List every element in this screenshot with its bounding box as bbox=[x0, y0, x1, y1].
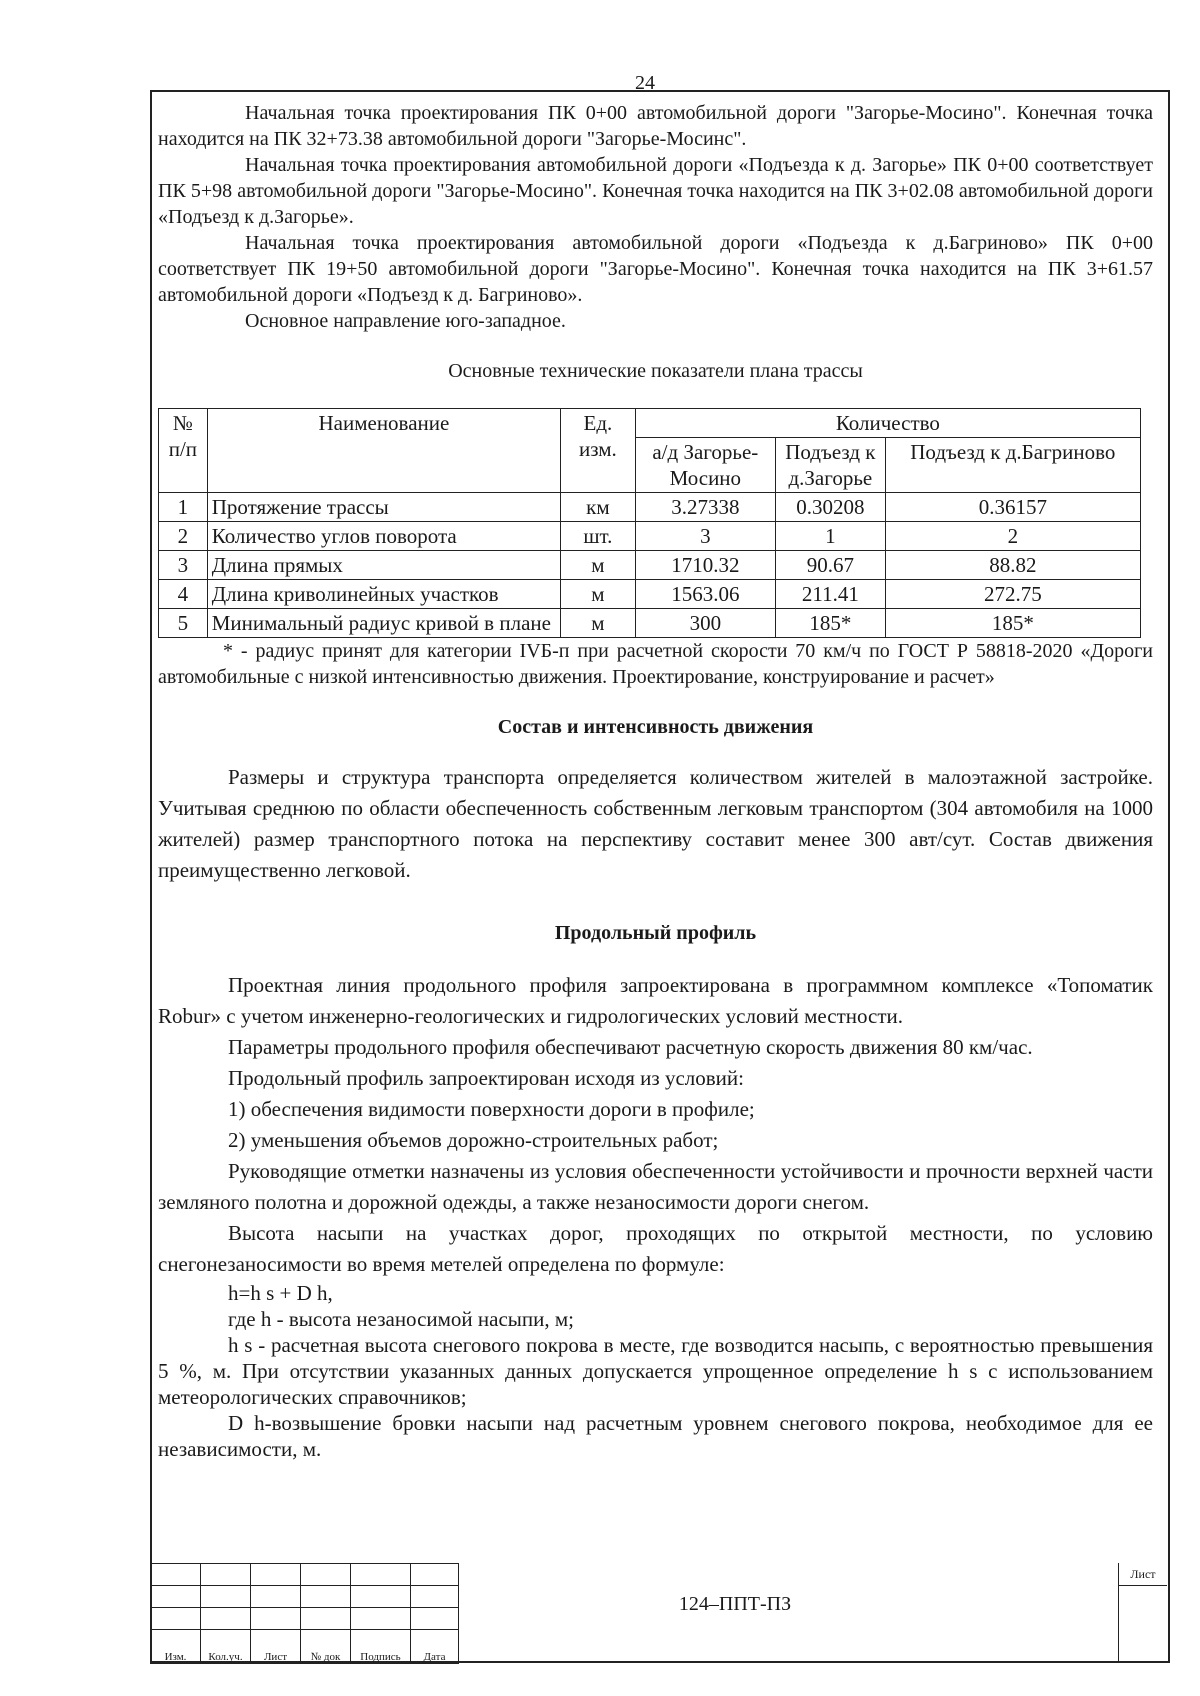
paragraph-start-point-bagrinovo: Начальная точка проектирования автомобильной дороги «Подъезда к д.Багриново» ПК 0+00 соответствует ПК 19+50 автомобильной дороги "Загорье-Мосино". Конечная точка находится на ПК 3+61.57 автомобильной дороги «Подъезд к д. Багриново». bbox=[158, 232, 1153, 306]
header-bagrinovo-access: Подъезд к д.Багриново bbox=[885, 438, 1140, 493]
paragraph-start-point-main: Начальная точка проектирования ПК 0+00 автомобильной дороги "Загорье-Мосино". Конечная точка находится на ПК 32+73.38 автомобильной дороги "Загорье-Мосинс". bbox=[158, 102, 1153, 150]
stamp-col-sign: Подпись bbox=[351, 1630, 411, 1664]
header-zagorye-access: Подъезд к д.Загорье bbox=[775, 438, 885, 493]
paragraph-profile-dh: D h-возвышение бровки насыпи над расчетным уровнем снегового покрова, необходимое для ее независимости, м. bbox=[158, 1411, 1153, 1461]
row-name: Количество углов поворота bbox=[207, 522, 560, 551]
paragraph-profile-7: Высота насыпи на участках дорог, проходящих по открытой местности, по условию снегонезаносимости во время метелей определена по формуле: bbox=[158, 1221, 1153, 1276]
row-number: 4 bbox=[159, 580, 208, 609]
row-value-1: 3.27338 bbox=[635, 493, 775, 522]
row-value-3: 88.82 bbox=[885, 551, 1140, 580]
section-title-traffic: Состав и интенсивность движения bbox=[497, 716, 814, 738]
title-block bbox=[150, 1563, 1170, 1663]
stamp-col-izm: Изм. bbox=[151, 1630, 201, 1664]
row-number: 3 bbox=[159, 551, 208, 580]
row-value-2: 185* bbox=[775, 609, 885, 638]
row-value-2: 211.41 bbox=[775, 580, 885, 609]
paragraph-profile-h: где h - высота незаносимой насыпи, м; bbox=[228, 1307, 575, 1331]
row-number: 1 bbox=[159, 493, 208, 522]
formula: h=h s + D h, bbox=[228, 1281, 333, 1305]
row-number: 2 bbox=[159, 522, 208, 551]
header-zagorye-mosino: а/д Загорье-Мосино bbox=[635, 438, 775, 493]
section-title-profile: Продольный профиль bbox=[554, 922, 757, 944]
stamp-col-doc: № док bbox=[301, 1630, 351, 1664]
row-unit: шт. bbox=[561, 522, 636, 551]
row-value-1: 1710.32 bbox=[635, 551, 775, 580]
profile-section-body bbox=[158, 970, 1153, 1462]
sheet-label: Лист bbox=[1118, 1563, 1167, 1586]
paragraph-profile-2: Параметры продольного профиля обеспечивают расчетную скорость движения 80 км/час. bbox=[228, 1035, 1033, 1059]
row-value-3: 0.36157 bbox=[885, 493, 1140, 522]
row-value-3: 2 bbox=[885, 522, 1140, 551]
revision-table bbox=[150, 1563, 459, 1664]
header-unit: Ед. изм. bbox=[561, 409, 636, 493]
row-name: Длина криволинейных участков bbox=[207, 580, 560, 609]
paragraph-profile-hs: h s - расчетная высота снегового покрова в месте, где возводится насыпь, с вероятностью превышения 5 %, м. При отсутствии указанных данных допускается упрощенное определение h s с использованием метеорологических справочников; bbox=[158, 1333, 1153, 1409]
row-name: Длина прямых bbox=[207, 551, 560, 580]
document-code: 124–ППТ-ПЗ bbox=[678, 1593, 792, 1615]
table-footnote: * - радиус принят для категории IVБ-п при расчетной скорости 70 км/ч по ГОСТ Р 58818-2020 «Дороги автомобильные с низкой интенсивностью движения. Проектирование, конструирование и расчет» bbox=[158, 640, 1153, 688]
table-title: Основные технические показатели плана трассы bbox=[448, 360, 863, 382]
paragraph-profile-3: Продольный профиль запроектирован исходя из условий: bbox=[228, 1066, 744, 1090]
stamp-col-date: Дата bbox=[411, 1630, 459, 1664]
row-value-1: 1563.06 bbox=[635, 580, 775, 609]
paragraph-traffic: Размеры и структура транспорта определяется количеством жителей в малоэтажной застройке. Учитывая среднюю по области обеспеченность собственным легковым транспортом (304 автомобиля на 1000 жителей) размер транспортного потока на перспективу составит менее 300 авт/сут. Состав движения преимущественно легковой. bbox=[158, 765, 1153, 882]
table-row bbox=[159, 551, 1141, 580]
table-row bbox=[159, 522, 1141, 551]
table-row bbox=[159, 493, 1141, 522]
row-value-2: 0.30208 bbox=[775, 493, 885, 522]
document-body bbox=[158, 100, 1153, 1462]
stamp-col-kol: Кол.уч. bbox=[201, 1630, 251, 1664]
stamp-col-list: Лист bbox=[251, 1630, 301, 1664]
row-value-2: 90.67 bbox=[775, 551, 885, 580]
paragraph-profile-1: Проектная линия продольного профиля запроектирована в программном комплексе «Топоматик Robur» с учетом инженерно-геологических и гидрологических условий местности. bbox=[158, 973, 1153, 1028]
table-row bbox=[159, 609, 1141, 638]
technical-indicators-table bbox=[158, 408, 1141, 638]
paragraph-profile-5: 2) уменьшения объемов дорожно-строительных работ; bbox=[228, 1128, 719, 1152]
row-name: Минимальный радиус кривой в плане bbox=[207, 609, 560, 638]
row-unit: м bbox=[561, 609, 636, 638]
row-unit: м bbox=[561, 580, 636, 609]
row-value-1: 300 bbox=[635, 609, 775, 638]
paragraph-direction: Основное направление юго-западное. bbox=[245, 310, 566, 332]
page-number: 24 bbox=[635, 72, 655, 94]
paragraph-profile-6: Руководящие отметки назначены из условия обеспеченности устойчивости и прочности верхней части земляного полотна и дорожной одежды, а также незаносимости дороги снегом. bbox=[158, 1159, 1153, 1214]
paragraph-profile-4: 1) обеспечения видимости поверхности дороги в профиле; bbox=[228, 1097, 755, 1121]
row-unit: м bbox=[561, 551, 636, 580]
row-value-3: 272.75 bbox=[885, 580, 1140, 609]
row-value-1: 3 bbox=[635, 522, 775, 551]
row-value-2: 1 bbox=[775, 522, 885, 551]
row-unit: км bbox=[561, 493, 636, 522]
header-name: Наименование bbox=[207, 409, 560, 493]
row-number: 5 bbox=[159, 609, 208, 638]
header-number: № п/п bbox=[159, 409, 208, 493]
table-row bbox=[159, 580, 1141, 609]
row-value-3: 185* bbox=[885, 609, 1140, 638]
header-quantity: Количество bbox=[635, 409, 1140, 438]
row-name: Протяжение трассы bbox=[207, 493, 560, 522]
paragraph-start-point-zagorye: Начальная точка проектирования автомобильной дороги «Подъезда к д. Загорье» ПК 0+00 соответствует ПК 5+98 автомобильной дороги "Загорье-Мосино". Конечная точка находится на ПК 3+02.08 автомобильной дороги «Подъезд к д.Загорье». bbox=[158, 154, 1153, 228]
